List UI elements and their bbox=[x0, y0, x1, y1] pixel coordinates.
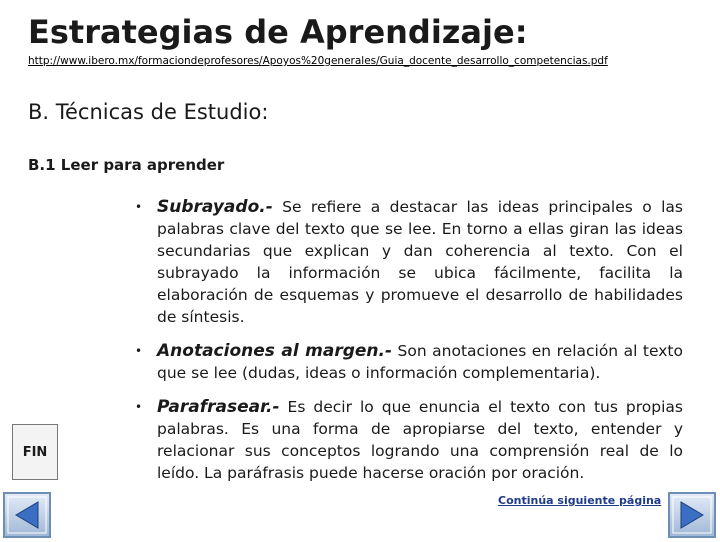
term-label: Parafrasear.- bbox=[157, 397, 280, 417]
list-item bbox=[135, 396, 683, 484]
back-button[interactable] bbox=[3, 492, 51, 538]
subsection-heading: B.1 Leer para aprender bbox=[28, 156, 225, 174]
term-label: Anotaciones al margen.- bbox=[157, 341, 393, 361]
term-description: Es decir lo que enuncia el texto con tus propias palabras. Es una forma de apropiarse del texto, entender y relacionar sus conceptos logrando una comprensión real de lo leído. La paráfrasis puede hacerse oración por oración. bbox=[157, 398, 683, 482]
page-title: Estrategias de Aprendizaje: bbox=[28, 13, 528, 51]
continue-link[interactable]: Continúa siguiente página bbox=[498, 494, 662, 507]
list-item bbox=[135, 340, 683, 384]
bullet-icon: • bbox=[135, 400, 143, 414]
next-button[interactable] bbox=[668, 492, 716, 538]
term-description: Son anotaciones en relación al texto que se lee (dudas, ideas o información complementaria). bbox=[157, 342, 683, 382]
source-link[interactable]: http://www.ibero.mx/formaciondeprofesores/Apoyos%20generales/Guia_docente_desarrollo_competencias.pdf bbox=[28, 55, 608, 67]
back-arrow-icon bbox=[3, 492, 51, 538]
list-item bbox=[135, 196, 683, 328]
fin-button[interactable]: FIN bbox=[12, 424, 58, 480]
term-description: Se refiere a destacar las ideas principales o las palabras clave del texto que se lee. En torno a ellas giran las ideas secundarias que explican y dan coherencia al texto. Con el subrayado la información se ubica fácilmente, facilita la elaboración de esquemas y promueve el desarrollo de habilidades de síntesis. bbox=[157, 198, 683, 326]
term-label: Subrayado.- bbox=[157, 197, 273, 217]
next-arrow-icon bbox=[668, 492, 716, 538]
bullet-icon: • bbox=[135, 200, 143, 214]
section-heading: B. Técnicas de Estudio: bbox=[28, 100, 269, 124]
bullet-icon: • bbox=[135, 344, 143, 358]
technique-list bbox=[135, 196, 683, 484]
